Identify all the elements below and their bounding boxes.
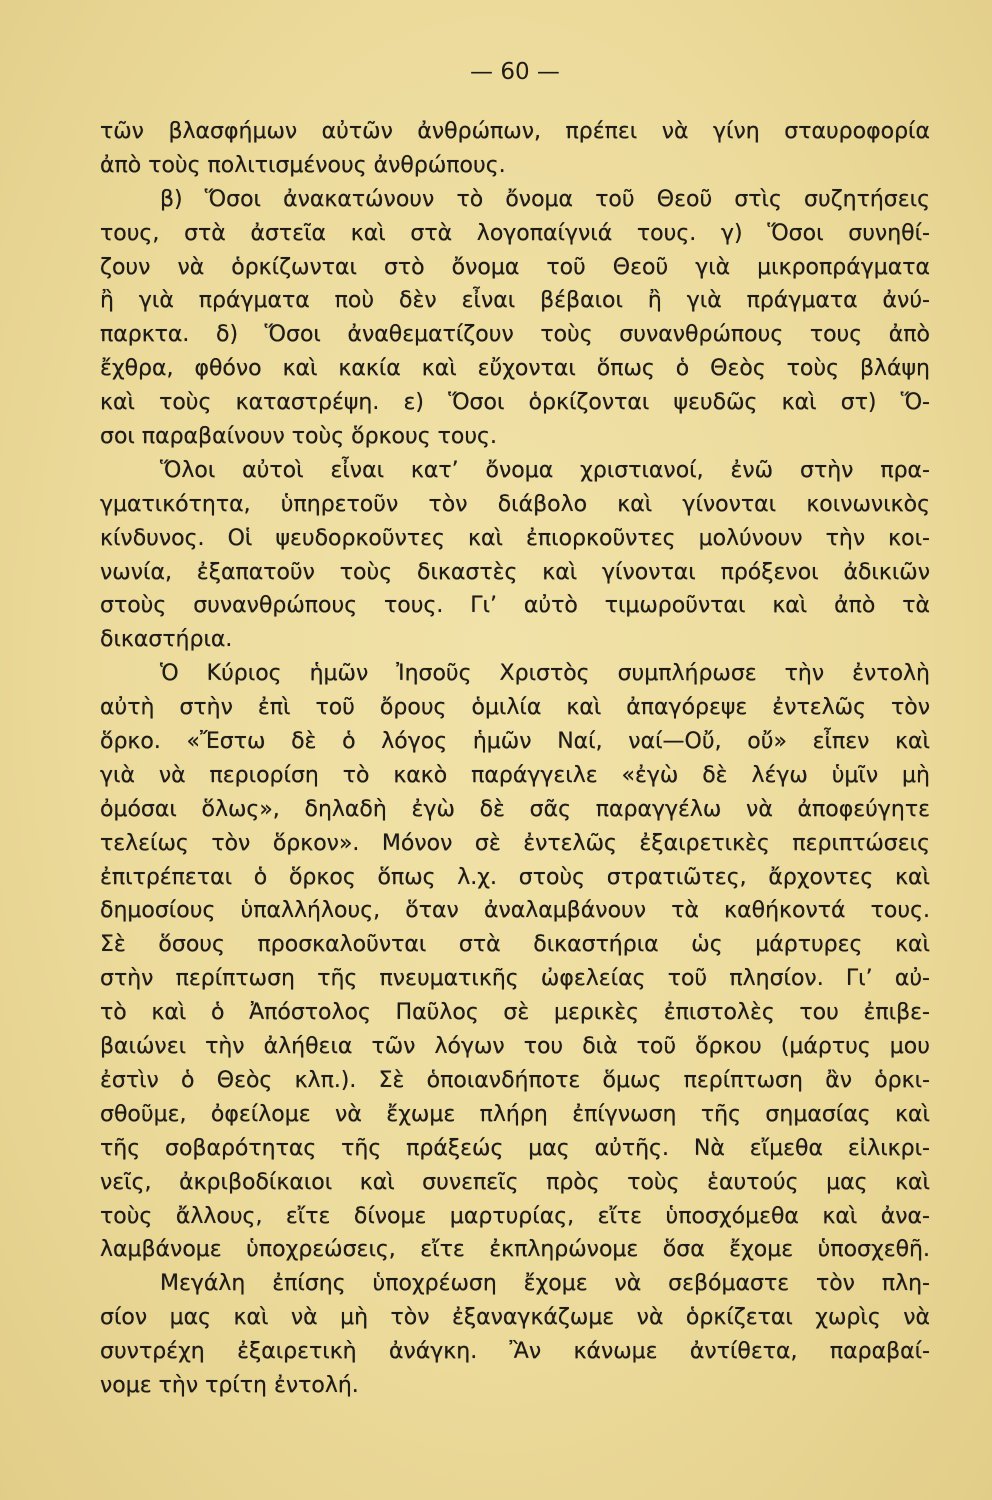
text-line: σοι παραβαίνουν τοὺς ὅρκους τους. <box>100 424 497 450</box>
text-line: ὀμόσαι ὅλως», δηλαδὴ ἐγὼ δὲ σᾶς παραγγέλω νὰ ἀποφεύγητε <box>100 796 930 822</box>
text-line: καὶ τοὺς καταστρέψη. ε) Ὅσοι ὁρκίζονται ψευδῶς καὶ στ) Ὅ- <box>100 390 930 416</box>
text-line: ὅρκο. «Ἔστω δὲ ὁ λόγος ἡμῶν Ναί, ναί—Οὔ, οὔ» εἶπεν καὶ <box>100 729 930 755</box>
text-line: αὐτὴ στὴν ἐπὶ τοῦ ὄρους ὁμιλία καὶ ἀπαγόρεψε ἐντελῶς τὸν <box>100 695 930 721</box>
text-line: τὸ καὶ ὁ Ἀπόστολος Παῦλος σὲ μερικὲς ἐπιστολὲς του ἐπιβε- <box>100 1000 930 1026</box>
text-line: νομε τὴν τρίτη ἐντολή. <box>100 1372 359 1398</box>
text-line: δημοσίους ὑπαλλήλους, ὅταν ἀναλαμβάνουν τὰ καθήκοντά τους. <box>100 898 930 924</box>
text-line: δικαστήρια. <box>100 627 233 653</box>
text-line: ἐστὶν ὁ Θεὸς κλπ.). Σὲ ὁποιανδήποτε ὅμως περίπτωση ἂν ὁρκι- <box>100 1067 930 1093</box>
text-line: Σὲ ὅσους προσκαλοῦνται στὰ δικαστήρια ὡς μάρτυρες καὶ <box>100 932 930 958</box>
text-line: κίνδυνος. Οἱ ψευδορκοῦντες καὶ ἐπιορκοῦντες μολύνουν τὴν κοι- <box>100 525 930 551</box>
text-line: Μεγάλη ἐπίσης ὑποχρέωση ἔχομε νὰ σεβόμαστε τὸν πλη- <box>160 1271 930 1297</box>
body-text <box>100 115 930 1403</box>
text-line: ἀπὸ τοὺς πολιτισμένους ἀνθρώπους. <box>100 152 506 178</box>
text-line: σθοῦμε, ὀφείλομε νὰ ἔχωμε πλήρη ἐπίγνωση τῆς σημασίας καὶ <box>100 1101 930 1127</box>
text-line: ἢ γιὰ πράγματα ποὺ δὲν εἶναι βέβαιοι ἢ γιὰ πράγματα ἀνύ- <box>100 288 930 314</box>
text-line: τοὺς ἄλλους, εἴτε δίνομε μαρτυρίας, εἴτε ὑποσχόμεθα καὶ ἀνα- <box>100 1203 930 1229</box>
text-line: βαιώνει τὴν ἀλήθεια τῶν λόγων του διὰ τοῦ ὅρκου (μάρτυς μου <box>100 1034 930 1060</box>
text-line: συντρέχη ἐξαιρετικὴ ἀνάγκη. Ἂν κάνωμε ἀντίθετα, παραβαί- <box>100 1339 930 1365</box>
text-line: παρκτα. δ) Ὅσοι ἀναθεματίζουν τοὺς συνανθρώπους τους ἀπὸ <box>100 322 930 348</box>
text-line: γματικότητα, ὑπηρετοῦν τὸν διάβολο καὶ γίνονται κοινωνικὸς <box>100 491 930 517</box>
text-line: Ὁ Κύριος ἡμῶν Ἰησοῦς Χριστὸς συμπλήρωσε τὴν ἐντολὴ <box>160 661 930 687</box>
text-line: β) Ὅσοι ἀνακατώνουν τὸ ὄνομα τοῦ Θεοῦ στὶς συζητήσεις <box>160 186 930 212</box>
text-line: τους, στὰ ἀστεῖα καὶ στὰ λογοπαίγνιά τους. γ) Ὅσοι συνηθί- <box>100 220 930 246</box>
text-line: γιὰ νὰ περιορίση τὸ κακὸ παράγγειλε «ἐγὼ δὲ λέγω ὑμῖν μὴ <box>100 762 930 788</box>
text-line: νεῖς, ἀκριβοδίκαιοι καὶ συνεπεῖς πρὸς τοὺς ἑαυτούς μας καὶ <box>100 1169 930 1195</box>
text-line: ἐπιτρέπεται ὁ ὅρκος ὅπως λ.χ. στοὺς στρατιῶτες, ἄρχοντες καὶ <box>100 864 930 890</box>
text-line: στὴν περίπτωση τῆς πνευματικῆς ὠφελείας τοῦ πλησίον. Γι’ αὐ- <box>100 966 930 992</box>
text-line: τελείως τὸν ὅρκον». Μόνον σὲ ἐντελῶς ἐξαιρετικὲς περιπτώσεις <box>100 830 930 856</box>
text-line: λαμβάνομε ὑποχρεώσεις, εἴτε ἐκπληρώνομε ὅσα ἔχομε ὑποσχεθῆ. <box>100 1237 930 1263</box>
text-line: Ὅλοι αὐτοὶ εἶναι κατ’ ὄνομα χριστιανοί, ἐνῶ στὴν πρα- <box>160 457 930 483</box>
text-line: ἔχθρα, φθόνο καὶ κακία καὶ εὔχονται ὅπως ὁ Θεὸς τοὺς βλάψη <box>100 356 930 382</box>
text-line: ζουν νὰ ὁρκίζωνται στὸ ὄνομα τοῦ Θεοῦ γιὰ μικροπράγματα <box>100 254 930 280</box>
text-line: τῆς σοβαρότητας τῆς πράξεώς μας αὐτῆς. Νὰ εἴμεθα εἰλικρι- <box>100 1135 930 1161</box>
text-line: στοὺς συνανθρώπους τους. Γι’ αὐτὸ τιμωροῦνται καὶ ἀπὸ τὰ <box>100 593 930 619</box>
text-line: νωνία, ἐξαπατοῦν τοὺς δικαστὲς καὶ γίνονται πρόξενοι ἀδικιῶν <box>100 559 930 585</box>
text-line: σίον μας καὶ νὰ μὴ τὸν ἐξαναγκάζωμε νὰ ὁρκίζεται χωρὶς νὰ <box>100 1305 930 1331</box>
page-number: — 60 — <box>470 59 560 85</box>
text-line: τῶν βλασφήμων αὐτῶν ἀνθρώπων, πρέπει νὰ γίνη σταυροφορία <box>100 119 930 144</box>
